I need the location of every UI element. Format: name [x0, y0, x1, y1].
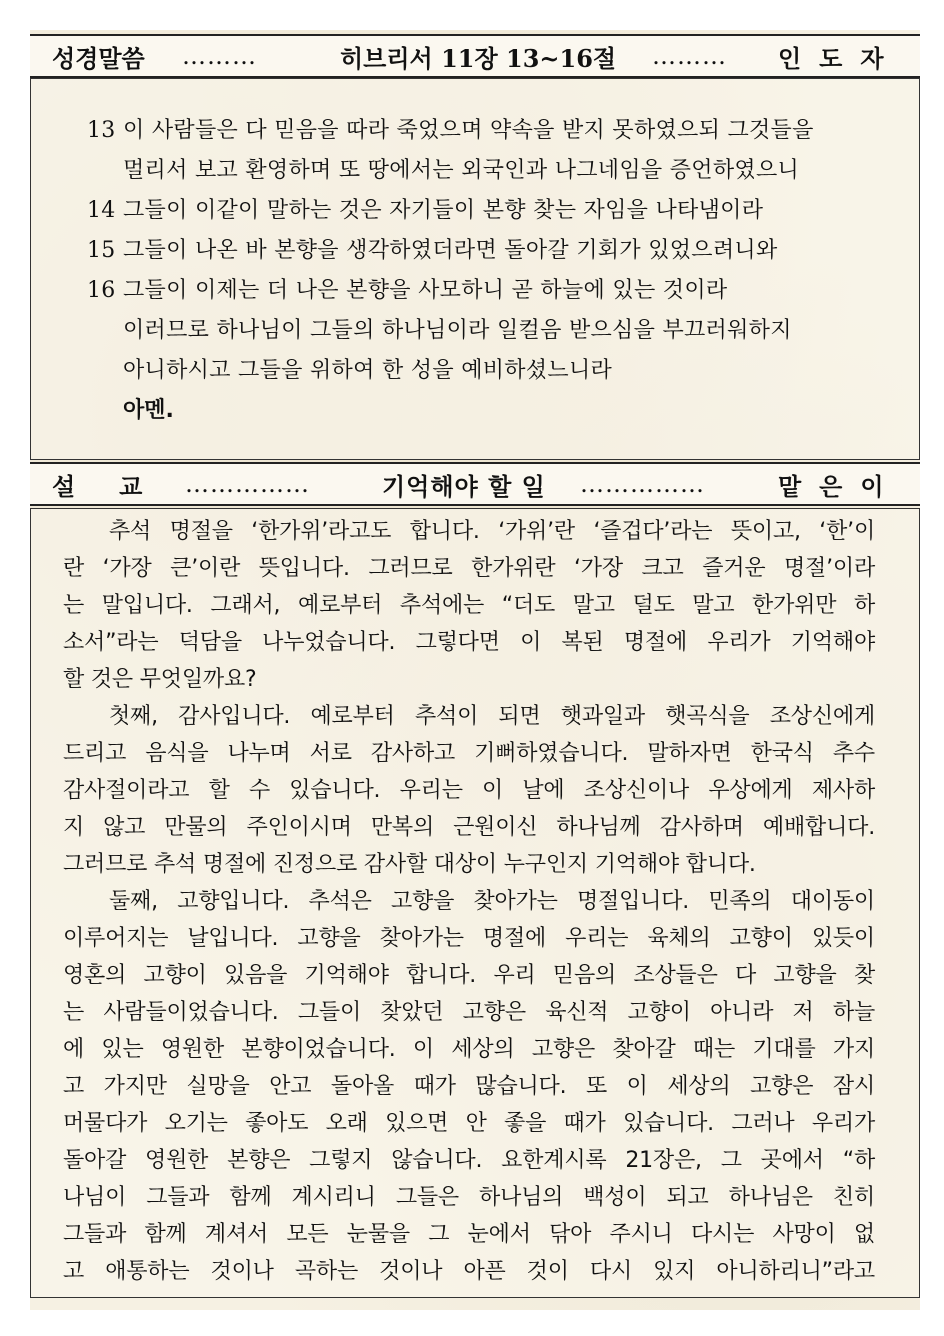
sermon-line: 할 것은 무엇일까요? [63, 667, 257, 692]
sermon-line: 고 가지만 실망을 안고 돌아올 때가 많습니다. 또 이 세상의 고향은 잠시 [63, 1074, 875, 1099]
verse-line [87, 311, 907, 351]
sermon-line: 드리고 음식을 나누며 서로 감사하고 기뻐하였습니다. 말하자면 한국식 추수 [63, 741, 875, 766]
verse-number: 15 [87, 238, 116, 263]
verse-number: 16 [87, 278, 116, 303]
verse-line [87, 271, 907, 311]
sermon-line: 에 있는 영원한 본향이었습니다. 이 세상의 고향은 찾아갈 때는 기대를 가지 [63, 1037, 875, 1062]
scripture-reference: 히브리서 11장 13~16절 [340, 43, 617, 73]
sermon-line: 그러므로 추석 명절에 진정으로 감사할 대상이 누구인지 기억해야 합니다. [63, 852, 756, 877]
sermon-line: 고 애통하는 것이나 곡하는 것이나 아픈 것이 다시 있지 아니하리니”라고 [63, 1259, 875, 1284]
sermon-line: 란 ‘가장 큰’이란 뜻입니다. 그러므로 한가위란 ‘가장 크고 즐거운 명절’이라 [63, 556, 875, 581]
sermon-line: 머물다가 오기는 좋아도 오래 있으면 안 좋을 때가 있습니다. 그러나 우리가 [63, 1111, 875, 1136]
sermon-line: 추석 명절을 ‘한가위’라고도 합니다. ‘가위’란 ‘즐겁다’라는 뜻이고, ‘한’이 [109, 519, 875, 544]
leader-dots-right: ……… [652, 42, 727, 70]
leader-dots-left: …………… [185, 470, 310, 498]
scripture-header-label: 성경말씀 [52, 43, 145, 73]
sermon-line: 지 않고 만물의 주인이시며 만복의 근원이신 하나님께 감사하며 예배합니다. [63, 815, 875, 840]
verse-text: 그들이 이같이 말하는 것은 자기들이 본향 찾는 자임을 나타냄이라 [123, 198, 764, 223]
scripture-header [30, 34, 920, 78]
sermon-preacher-label: 맡은이 [778, 471, 902, 501]
sermon-line: 나님이 그들과 함께 계시리니 그들은 하나님의 백성이 되고 하나님은 친히 [63, 1185, 875, 1210]
verse-number: 13 [87, 118, 116, 143]
sermon-header-label: 설교 [52, 471, 187, 501]
sermon-line: 는 말입니다. 그래서, 예로부터 추석에는 “더도 말고 덜도 말고 한가위만 하 [63, 593, 875, 618]
verse-text: 이러므로 하나님이 그들의 하나님이라 일컬음 받으심을 부끄러워하지 [123, 318, 792, 343]
sermon-line: 소서”라는 덕담을 나누었습니다. 그렇다면 이 복된 명절에 우리가 기억해야 [63, 630, 875, 655]
leader-dots-right: …………… [580, 470, 705, 498]
sermon-line: 첫째, 감사입니다. 예로부터 추석이 되면 햇과일과 햇곡식을 조상신에게 [109, 704, 875, 729]
verse-line [87, 351, 907, 391]
leader-dots-left: ……… [182, 42, 257, 70]
sermon-body [63, 513, 875, 1290]
verse-number: 14 [87, 198, 116, 223]
sermon-box [30, 508, 920, 1298]
scripture-leader-label: 인도자 [778, 43, 902, 73]
verse-line [87, 231, 907, 271]
sermon-header [30, 462, 920, 506]
verse-text: 멀리서 보고 환영하며 또 땅에서는 외국인과 나그네임을 증언하였으니 [123, 158, 800, 183]
scripture-box [30, 78, 920, 460]
amen-text: 아멘. [123, 398, 174, 423]
verse-line [87, 191, 907, 231]
sermon-line: 감사절이라고 할 수 있습니다. 우리는 이 날에 조상신이나 우상에게 제사하 [63, 778, 875, 803]
verse-text: 아니하시고 그들을 위하여 한 성을 예비하셨느니라 [123, 358, 613, 383]
sermon-line: 이루어지는 날입니다. 고향을 찾아가는 명절에 우리는 육체의 고향이 있듯이 [63, 926, 875, 951]
verse-line [87, 151, 907, 191]
sermon-title: 기억해야 할 일 [382, 471, 546, 501]
verse-text: 이 사람들은 다 믿음을 따라 죽었으며 약속을 받지 못하였으되 그것들을 [123, 118, 814, 143]
sermon-line: 영혼의 고향이 있음을 기억해야 합니다. 우리 믿음의 조상들은 다 고향을 찾 [63, 963, 875, 988]
verse-line [87, 111, 907, 151]
verse-list [87, 111, 907, 431]
verse-text: 그들이 이제는 더 나은 본향을 사모하니 곧 하늘에 있는 것이라 [123, 278, 728, 303]
sermon-line: 둘째, 고향입니다. 추석은 고향을 찾아가는 명절입니다. 민족의 대이동이 [109, 889, 875, 914]
verse-text: 그들이 나온 바 본향을 생각하였더라면 돌아갈 기회가 있었으려니와 [123, 238, 778, 263]
sermon-line: 그들과 함께 계셔서 모든 눈물을 그 눈에서 닦아 주시니 다시는 사망이 없 [63, 1222, 875, 1247]
sermon-line: 는 사람들이었습니다. 그들이 찾았던 고향은 육신적 고향이 아니라 저 하늘 [63, 1000, 875, 1025]
sermon-line: 돌아갈 영원한 본향은 그렇지 않습니다. 요한계시록 21장은, 그 곳에서 “하 [63, 1148, 875, 1173]
